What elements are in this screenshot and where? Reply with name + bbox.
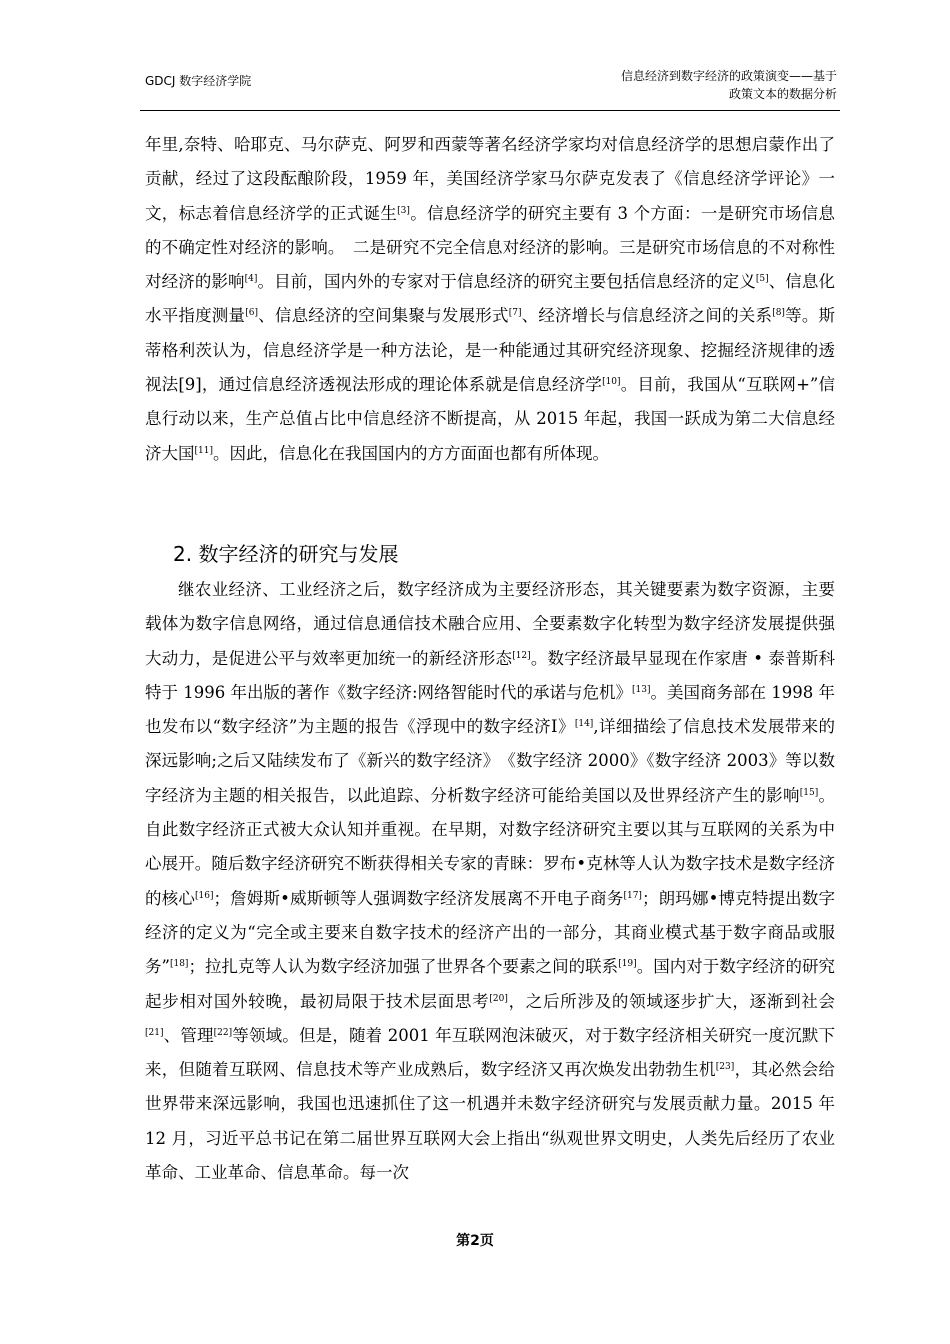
header-left-text: GDCJ 数字经济学院 bbox=[145, 74, 252, 88]
citation-11: [11] bbox=[194, 445, 213, 456]
citation-16: [16] bbox=[195, 890, 214, 901]
paragraph-digital-economics bbox=[145, 573, 835, 1190]
citation-7: [7] bbox=[508, 308, 522, 319]
citation-6: [6] bbox=[245, 308, 258, 319]
page-number: 第2页 bbox=[456, 1233, 494, 1249]
citation-23: [23] bbox=[715, 1062, 735, 1073]
citation-15: [15] bbox=[799, 787, 819, 798]
citation-20: [20] bbox=[489, 993, 508, 1004]
section-heading: 2. 数字经济的研究与发展 bbox=[173, 542, 399, 566]
citation-21: [21] bbox=[145, 1027, 164, 1038]
citation-14: [14] bbox=[574, 719, 594, 730]
citation-22: [22] bbox=[213, 1027, 233, 1038]
header-right-title bbox=[507, 67, 837, 103]
citation-4: [4] bbox=[244, 274, 258, 285]
header-title-line2: 政策文本的数据分析 bbox=[728, 87, 837, 101]
citation-8: [8] bbox=[772, 308, 785, 319]
citation-18: [18] bbox=[169, 959, 189, 970]
citation-10: [10] bbox=[602, 377, 621, 388]
citation-19: [19] bbox=[618, 959, 637, 970]
paragraph-1: 年里,奈特、哈耶克、马尔萨克、阿罗和西蒙等著名经济学家均对信息经济学的思想启蒙作出了贡献，经过了这段酝酿阶段，1959 年，美国经济学家马尔萨克发表了《信息经济学评论》一文，标志着信息经济学的正式诞生[3]。信息经济学的研究主要有 3 个方面：一是研究市场信息的不确定性对经济的影响。 二是研究不完全信息对经济的影响。三是研究市场信息的不对称性对经济的影响[4]。目前，国内外的专家对于信息经济的研究主要包括信息经济的定义[5]、信息化水平指度测量[6]、信息经济的空间集聚与发展形式[7]、经济增长与信息经济之间的关系[8]等。斯蒂格利茨认为，信息经济学是一种方法论，是一种能通过其研究经济现象、挖掘经济规律的透视法[9]，通过信息经济透视法形成的理论体系就是信息经济学[10]。目前，我国从“互联网+”信息行动以来，生产总值占比中信息经济不断提高，从 2015 年起，我国一跃成为第二大信息经济大国[11]。因此，信息化在我国国内的方方面面也都有所体现。 bbox=[145, 135, 836, 463]
citation-12: [12] bbox=[512, 650, 531, 661]
header-divider bbox=[140, 110, 840, 111]
paragraph-2: 继农业经济、工业经济之后，数字经济成为主要经济形态，其关键要素为数字资源，主要载体为数字信息网络，通过信息通信技术融合应用、全要素数字化转型为数字经济发展提供强大动力，是促进公平与效率更加统一的新经济形态[12]。数字经济最早显现在作家唐 • 泰普斯科特于 1996 年出版的著作《数字经济:网络智能时代的承诺与危机》[13]。美国商务部在 1998 年也发布以“数字经济”为主题的报告《浮现中的数字经济Ⅰ》[14],详细描绘了信息技术发展带来的深远影响;之后又陆续发布了《新兴的数字经济》 《数字经济 2000》《数字经济 2003》等以数字经济为主题的相关报告，以此追踪、分析数字经济可能给美国以及世界经济产生的影响[15]。自此数字经济正式被大众认知并重视。在早期，对数字经济研究主要以其与互联网的关系为中心展开。随后数字经济研究不断获得相关专家的青睐：罗布•克林等人认为数字技术是数字经济的核心[16]；詹姆斯•威斯顿等人强调数字经济发展离不开电子商务[17]；朗玛娜•博克特提出数字经济的定义为“完全或主要来自数字技术的经济产出的一部分，其商业模式基于数字商品或服务”[18]；拉扎克等人认为数字经济加强了世界各个要素之间的联系[19]。国内对于数字经济的研究起步相对国外较晚，最初局限于技术层面思考[20]，之后所涉及的领域逐步扩大，逐渐到社会[21]、管理[22]等领域。但是，随着 2001 年互联网泡沫破灭，对于数字经济相关研究一度沉默下来，但随着互联网、信息技术等产业成熟后，数字经济又再次焕发出勃勃生机[23]，其必然会给世界带来深远影响，我国也迅速抓住了这一机遇并未数字经济研究与发展贡献力量。2015 年 12 月，习近平总书记在第二届世界互联网大会上指出“纵观世界文明史，人类先后经历了农业革命、工业革命、信息革命。每一次 bbox=[145, 580, 836, 1183]
citation-5: [5] bbox=[755, 274, 769, 285]
citation-3: [3] bbox=[397, 205, 410, 216]
paragraph-information-economics bbox=[145, 128, 835, 471]
citation-13: [13] bbox=[632, 684, 651, 695]
citation-17: [17] bbox=[623, 890, 642, 901]
header-title-line1: 信息经济到数字经济的政策演变——基于 bbox=[620, 69, 837, 83]
